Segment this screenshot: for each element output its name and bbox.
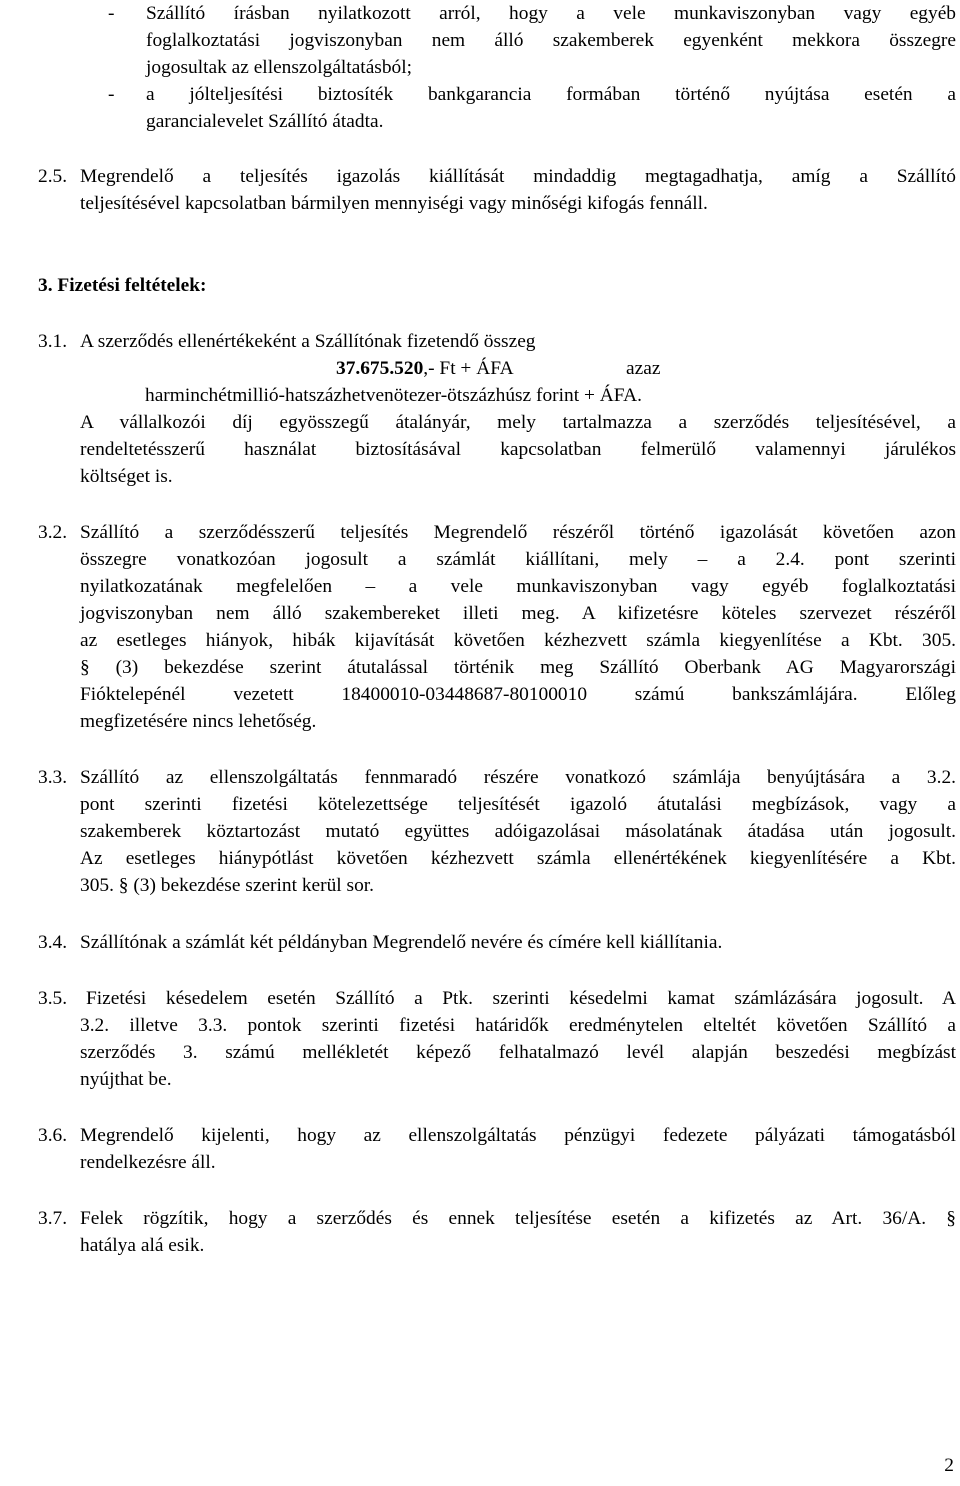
text-line: megfizetésére nincs lehetőség.	[80, 711, 317, 732]
clause-number: 3.3.	[38, 767, 68, 788]
clause-3-7	[80, 1205, 956, 1259]
bullet-dash: -	[108, 84, 115, 105]
text-line: rendeltetésszerű használat biztosításával kapcsolatban felmerülő valamennyi járulékos	[80, 439, 956, 460]
text-line: a jólteljesítési biztosíték bankgarancia formában történő nyújtása esetén a	[146, 84, 956, 105]
clause-3-6	[80, 1122, 956, 1176]
amount-suffix: ,- Ft + ÁFA	[423, 358, 514, 379]
amount	[336, 355, 514, 382]
text-line: Fióktelepénél vezetett 18400010-03448687-80100010 számú bankszámlájára. Előleg	[80, 684, 956, 705]
text-line: hatálya alá esik.	[80, 1235, 205, 1256]
bullet-item	[146, 81, 956, 135]
clause-2-5	[80, 163, 956, 217]
section-heading	[38, 272, 207, 299]
section-number: 3.	[38, 275, 53, 296]
clause-number: 3.5.	[38, 988, 68, 1009]
text-line: jogviszonyban nem álló szakembereket illeti meg. A kifizetésre köteles szervezet részéről	[80, 603, 956, 624]
text-line: szakemberek köztartozást mutató együttes adóigazolásai másolatának átadása után jogosult.	[80, 821, 956, 842]
section-title: Fizetési feltételek:	[57, 275, 207, 296]
text-line: Szállítónak a számlát két példányban Megrendelő nevére és címére kell kiállítania.	[80, 932, 723, 953]
clause-number: 3.2.	[38, 522, 68, 543]
text-line: az esetleges hiányok, hibák kijavítását követően kézhezvett számla kiegyenlítése a Kbt. 305.	[80, 630, 956, 651]
amount-line	[80, 355, 956, 382]
azaz-word: azaz	[626, 358, 661, 379]
clause-3-4	[80, 929, 956, 956]
text-line: Szállító a szerződésszerű teljesítés Megrendelő részéről történő igazolását követően azon	[80, 522, 956, 543]
amount-value: 37.675.520	[336, 358, 424, 379]
text-line: 3.2. illetve 3.3. pontok szerinti fizetési határidők eredménytelen elteltét követően Szállító a	[80, 1015, 956, 1036]
text-line: Szállító az ellenszolgáltatás fennmaradó részére vonatkozó számlája benyújtására a 3.2.	[80, 767, 956, 788]
text-line: összegre vonatkozóan jogosult a számlát kiállítani, mely – a 2.4. pont szerinti	[80, 549, 956, 570]
text-line: Megrendelő a teljesítés igazolás kiállítását mindaddig megtagadhatja, amíg a Szállító	[80, 166, 956, 187]
text-line: szerződés 3. számú mellékletét képező felhatalmazó levél alapján beszedési megbízást	[80, 1042, 956, 1063]
text-line: § (3) bekezdése szerint átutalással történik meg Szállító Oberbank AG Magyarországi	[80, 657, 956, 678]
text-line: rendelkezésre áll.	[80, 1152, 216, 1173]
text-line: nyújthat be.	[80, 1069, 172, 1090]
text-line: teljesítésével kapcsolatban bármilyen mennyiségi vagy minőségi kifogás fennáll.	[80, 193, 708, 214]
text-line: nyilatkozatának megfelelően – a vele munkaviszonyban vagy egyéb foglalkoztatási	[80, 576, 956, 597]
clause-3-5	[80, 985, 956, 1093]
clause-number: 3.6.	[38, 1125, 68, 1146]
text-line: költséget is.	[80, 466, 173, 487]
amount-in-words: harminchétmillió-hatszázhetvenötezer-ötszázhúsz forint + ÁFA.	[145, 385, 642, 406]
clause-3-2	[80, 519, 956, 735]
clause-number: 2.5.	[38, 166, 68, 187]
text-line: Felek rögzítik, hogy a szerződés és ennek teljesítése esetén a kifizetés az Art. 36/A. §	[80, 1208, 956, 1229]
clause-3-1	[80, 328, 956, 490]
bullet-item	[146, 0, 956, 81]
text-line: foglalkoztatási jogviszonyban nem álló szakemberek egyenként mekkora összegre	[146, 30, 956, 51]
text-line: Fizetési késedelem esetén Szállító a Ptk. szerinti késedelmi kamat számlázására jogosult. A	[86, 988, 956, 1009]
text-line: A szerződés ellenértékeként a Szállítónak fizetendő összeg	[80, 331, 536, 352]
text-line: Az esetleges hiánypótlást követően kézhezvett számla ellenértékének kiegyenlítésére a Kbt.	[80, 848, 956, 869]
bullet-dash: -	[108, 3, 115, 24]
text-line: pont szerinti fizetési kötelezettsége teljesítését igazoló átutalási megbízások, vagy a	[80, 794, 956, 815]
text-line: jogosultak az ellenszolgáltatásból;	[146, 57, 413, 78]
text-line: A vállalkozói díj egyösszegű átalányár, mely tartalmazza a szerződés teljesítésével, a	[80, 412, 956, 433]
page-number: 2	[944, 1455, 954, 1476]
clause-number: 3.7.	[38, 1208, 68, 1229]
text-line: Megrendelő kijelenti, hogy az ellenszolgáltatás pénzügyi fedezete pályázati támogatásból	[80, 1125, 956, 1146]
clause-number: 3.4.	[38, 932, 68, 953]
text-line: Szállító írásban nyilatkozott arról, hogy a vele munkaviszonyban vagy egyéb	[146, 3, 956, 24]
text-line: 305. § (3) bekezdése szerint kerül sor.	[80, 875, 374, 896]
text-line: garancialevelet Szállító átadta.	[146, 111, 384, 132]
clause-number: 3.1.	[38, 331, 68, 352]
clause-3-3	[80, 764, 956, 899]
